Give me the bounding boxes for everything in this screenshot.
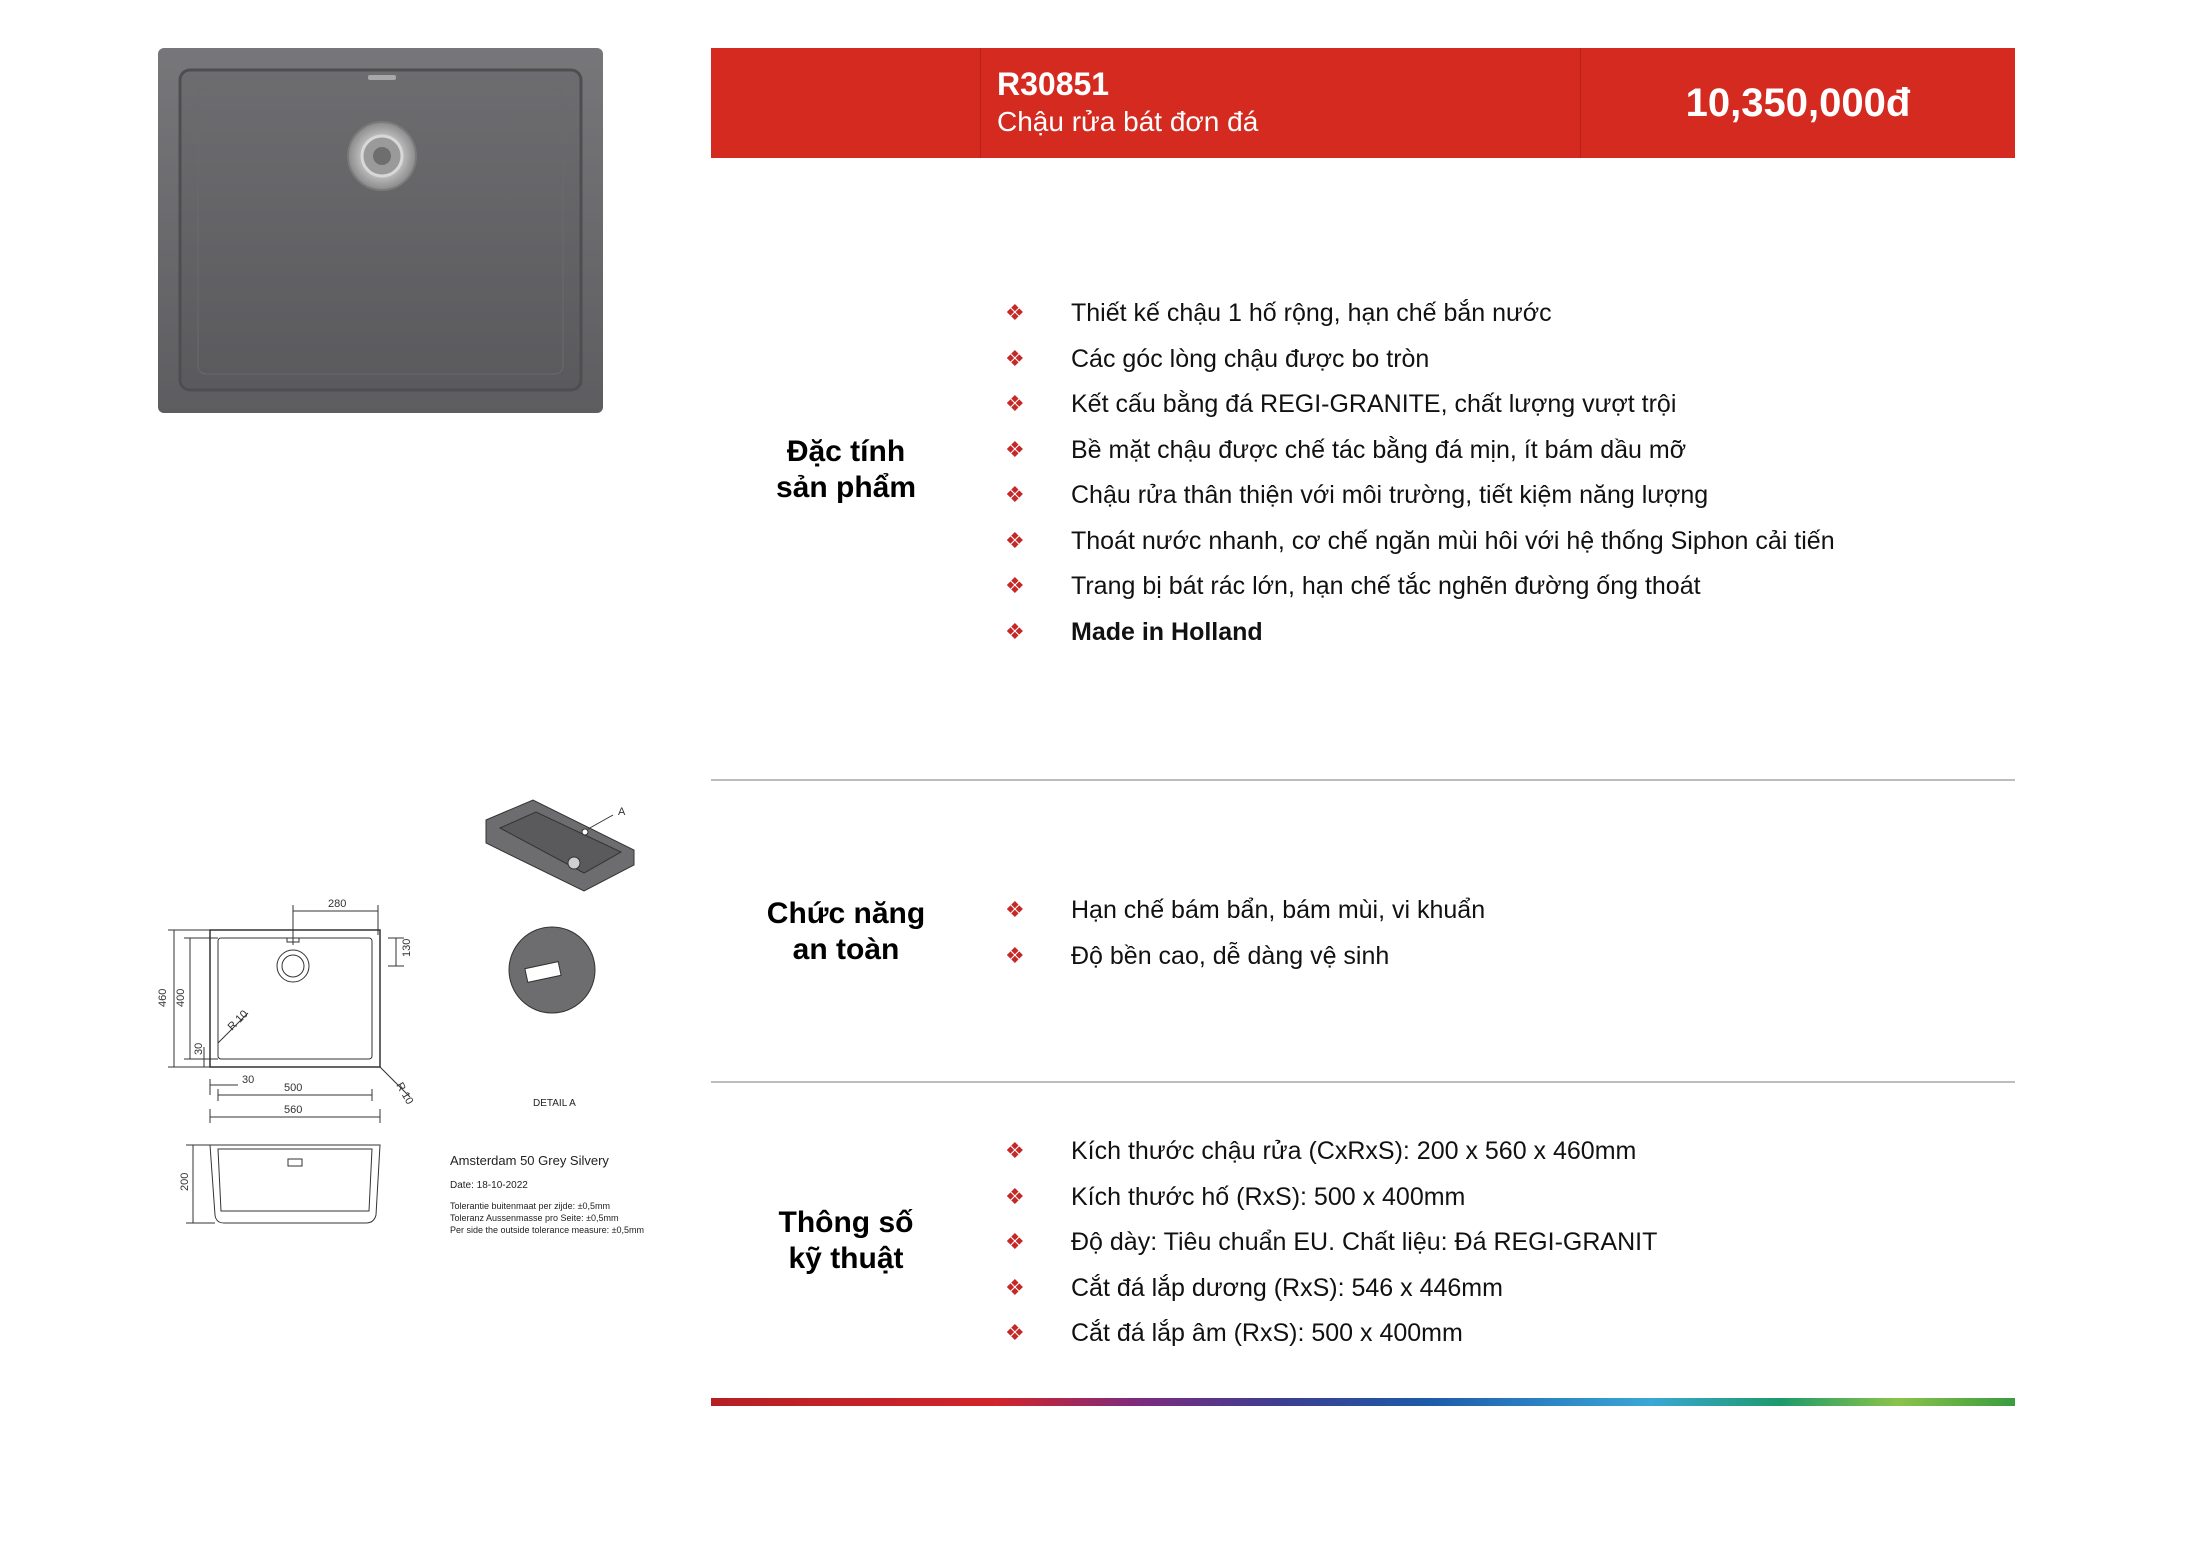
list-item: ❖ Độ bền cao, dễ dàng vệ sinh	[1005, 938, 1485, 984]
product-price: 10,350,000đ	[1685, 81, 1911, 125]
section-divider	[711, 779, 2015, 781]
diamond-bullet-icon: ❖	[1005, 573, 1025, 598]
dim-200: 200	[179, 1172, 191, 1191]
diamond-bullet-icon: ❖	[1005, 1274, 1025, 1300]
list-item: ❖ Cắt đá lắp dương (RxS): 546 x 446mm	[1005, 1270, 1657, 1316]
dim-r10-inner: R 10	[225, 1008, 251, 1034]
list-item: ❖ Kích thước hố (RxS): 500 x 400mm	[1005, 1179, 1657, 1225]
dim-400: 400	[175, 988, 187, 1007]
footer-color-bar	[711, 1398, 2015, 1406]
callout-a: A	[618, 806, 626, 818]
list-item: ❖ Chậu rửa thân thiện với môi trường, tiết kiệm năng lượng	[1005, 477, 1835, 523]
list-item: ❖ Made in Holland	[1005, 614, 1835, 660]
product-code: R30851	[997, 66, 1110, 102]
list-item: ❖ Độ dày: Tiêu chuẩn EU. Chất liệu: Đá REGI-GRANIT	[1005, 1224, 1657, 1270]
diamond-bullet-icon: ❖	[1005, 897, 1025, 922]
list-item: ❖ Kích thước chậu rửa (CxRxS): 200 x 560 x 460mm	[1005, 1133, 1657, 1179]
product-name: Chậu rửa bát đơn đá	[997, 106, 1259, 137]
drawing-title: Amsterdam 50 Grey Silvery	[450, 1153, 609, 1168]
diamond-bullet-icon: ❖	[1005, 527, 1025, 553]
diamond-bullet-icon: ❖	[1005, 482, 1025, 507]
list-item: ❖ Hạn chế bám bẩn, bám mùi, vi khuẩn	[1005, 892, 1485, 938]
section-label-safety: Chức năng an toàn	[766, 897, 926, 966]
dim-460: 460	[157, 988, 169, 1007]
features-list	[1005, 295, 1835, 659]
diamond-bullet-icon: ❖	[1005, 436, 1025, 462]
diamond-bullet-icon: ❖	[1005, 942, 1025, 968]
sink-photo	[158, 48, 603, 413]
diamond-bullet-icon: ❖	[1005, 1320, 1025, 1345]
diamond-bullet-icon: ❖	[1005, 1183, 1025, 1209]
section-label-specs: Thông số kỹ thuật	[778, 1206, 914, 1275]
technical-drawing	[148, 795, 688, 1250]
diamond-bullet-icon: ❖	[1005, 618, 1025, 644]
dim-130: 130	[401, 938, 413, 957]
section-divider	[711, 1081, 2015, 1083]
list-item: ❖ Bề mặt chậu được chế tác bằng đá mịn, ít bám dầu mỡ	[1005, 432, 1835, 478]
dim-30-horizontal: 30	[242, 1074, 255, 1086]
dim-r10-outer: R 10	[393, 1080, 416, 1107]
list-item: ❖ Các góc lòng chậu được bo tròn	[1005, 341, 1835, 387]
product-header	[711, 48, 2015, 158]
diamond-bullet-icon: ❖	[1005, 345, 1025, 371]
specs-list	[1005, 1133, 1657, 1361]
diamond-bullet-icon: ❖	[1005, 391, 1025, 416]
diamond-bullet-icon: ❖	[1005, 1138, 1025, 1163]
drawing-date: Date: 18-10-2022	[450, 1180, 528, 1191]
diamond-bullet-icon: ❖	[1005, 300, 1025, 325]
list-item: ❖ Kết cấu bằng đá REGI-GRANITE, chất lượng vượt trội	[1005, 386, 1835, 432]
list-item: ❖ Thoát nước nhanh, cơ chế ngăn mùi hôi với hệ thống Siphon cải tiến	[1005, 523, 1835, 569]
list-item: ❖ Trang bị bát rác lớn, hạn chế tắc nghẽn đường ống thoát	[1005, 568, 1835, 614]
dim-30-vertical: 30	[193, 1042, 205, 1055]
detail-label: DETAIL A	[533, 1098, 576, 1109]
safety-list	[1005, 892, 1485, 983]
list-item: ❖ Thiết kế chậu 1 hố rộng, hạn chế bắn nước	[1005, 295, 1835, 341]
drawing-tolerance: Tolerantie buitenmaat per zijde: ±0,5mm Toleranz Aussenmasse pro Seite: ±0,5mm Per side the outside tolerance measure: ±0,5mm	[450, 1201, 645, 1235]
diamond-bullet-icon: ❖	[1005, 1229, 1025, 1254]
dim-560: 560	[284, 1104, 303, 1116]
dim-280: 280	[328, 898, 347, 910]
list-item: ❖ Cắt đá lắp âm (RxS): 500 x 400mm	[1005, 1315, 1657, 1361]
dim-500: 500	[284, 1082, 303, 1094]
section-label-features: Đặc tính sản phẩm	[775, 435, 917, 504]
